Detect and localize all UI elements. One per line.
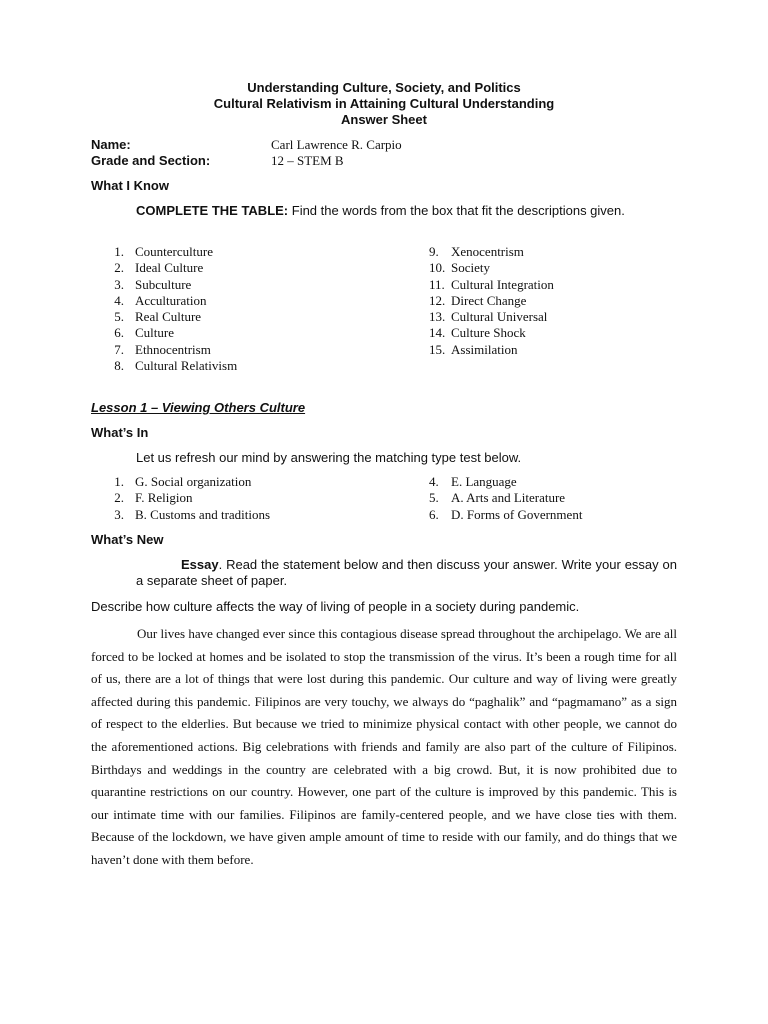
whats-in-instruction: Let us refresh our mind by answering the matching type test below. [136,450,522,465]
list-item-number: 6. [429,506,439,522]
list-item [100,260,237,276]
list-item [100,309,237,325]
list-item-number: 3. [114,506,124,522]
instruction-text: Find the words from the box that fit the descriptions given. [288,203,625,218]
list-item-number: 14. [429,325,446,341]
what-i-know-instruction [91,203,677,219]
list-item [429,325,554,341]
list-item-text: Society [451,260,490,276]
list-item-text: D. Forms of Government [451,506,583,522]
list-item-text: Direct Change [451,292,527,308]
essay-instruction-text: . Read the statement below and then discuss your answer. Write your essay on a separate sheet of paper. [136,557,677,588]
list-item-number: 11. [429,276,445,292]
list-item [429,507,582,523]
essay-answer [91,623,677,872]
list-item-text: A. Arts and Literature [451,490,566,506]
list-item-number: 8. [114,358,124,374]
list-item [429,260,554,276]
list-item [100,244,237,260]
list-item-number: 3. [114,276,124,292]
essay-prompt: Describe how culture affects the way of living of people in a society during pandemic. [91,599,580,614]
list-item [100,325,237,341]
list-item [429,490,582,506]
list-item [100,507,270,523]
list-item-text: Cultural Integration [451,276,554,292]
list-item-number: 15. [429,341,446,357]
list-item-number: 9. [429,244,439,259]
list-item-text: Culture Shock [451,325,526,341]
list-item [100,277,237,293]
essay-label: Essay [181,557,219,572]
list-item [429,342,554,358]
list-item-number: 13. [429,309,446,325]
list-item [429,244,554,260]
list-item-number: 12. [429,292,446,308]
whats-in-right-list [429,474,582,523]
name-value: Carl Lawrence R. Carpio [271,137,402,152]
list-item [429,474,582,490]
name-label: Name: [91,137,131,152]
essay-instruction [136,557,677,589]
list-item [429,277,554,293]
whats-in-heading: What’s In [91,425,149,440]
list-item [100,293,237,309]
list-item-text: G. Social organization [135,474,252,489]
list-item-text: Assimilation [451,341,518,357]
grade-section-label: Grade and Section: [91,153,211,168]
list-item-number: 10. [429,260,446,276]
list-item-number: 1. [114,244,124,259]
lesson-title: Lesson 1 – Viewing Others Culture [91,400,306,415]
what-i-know-heading: What I Know [91,178,169,193]
list-item-text: Subculture [135,276,192,292]
list-item [429,309,554,325]
list-item-text: B. Customs and traditions [135,506,271,522]
list-item [100,358,237,374]
what-i-know-left-list [100,244,237,374]
list-item-text: Culture [135,325,174,341]
list-item-text: F. Religion [135,490,193,506]
list-item-text: Cultural Relativism [135,358,238,374]
document-title: Understanding Culture, Society, and Politics [247,80,521,95]
grade-section-value: 12 – STEM B [271,153,344,168]
list-item-text: Ideal Culture [135,260,204,276]
document-subtitle: Cultural Relativism in Attaining Cultural Understanding [213,96,555,111]
whats-in-left-list [100,474,270,523]
list-item-text: Counterculture [135,244,213,259]
list-item-number: 2. [114,490,124,506]
whats-new-heading: What’s New [91,532,164,547]
list-item-text: Xenocentrism [451,244,524,259]
list-item-text: E. Language [451,474,517,489]
list-item-text: Real Culture [135,309,202,325]
instruction-emphasis: COMPLETE THE TABLE: [136,203,289,218]
list-item [100,342,237,358]
list-item-number: 5. [429,490,439,506]
list-item-number: 6. [114,325,124,341]
what-i-know-right-list [429,244,554,358]
list-item-number: 4. [429,474,439,489]
list-item-text: Ethnocentrism [135,341,211,357]
list-item [429,293,554,309]
list-item [100,490,270,506]
list-item-number: 5. [114,309,124,325]
list-item-text: Cultural Universal [451,309,548,325]
list-item [100,474,270,490]
list-item-number: 2. [114,260,124,276]
list-item-text: Acculturation [135,292,207,308]
list-item-number: 7. [114,341,124,357]
essay-body: Our lives have changed ever since this contagious disease spread throughout the archipelago. We are all forced to be locked at homes and be isolated to stop the transmission of the virus. It’s been a rough time for all of us, there are a lot of things that were lost during this pandemic. Our culture and way of living were greatly affected during this pandemic. Filipinos are very touchy, we always do “paghalik” and “pagmamano” as a sign of respect to the elderlies. But because we tried to minimize physical contact with other people, we cannot do the aforementioned actions. Big celebrations with friends and family are also part of the culture of Filipinos. Birthdays and weddings in the country are celebrated with a big crowd. But, it is now prohibited due to quarantine restrictions on our country. However, one part of the culture is improved by this pandemic. This is our intimate time with our families. Filipinos are family-centered people, and we have close ties with them. Because of the lockdown, we have given ample amount of time to reside with our family, and do things that we haven’t done with them before. [91,626,677,867]
list-item-number: 4. [114,292,124,308]
document-sheet-label: Answer Sheet [341,112,427,127]
list-item-number: 1. [114,474,124,489]
